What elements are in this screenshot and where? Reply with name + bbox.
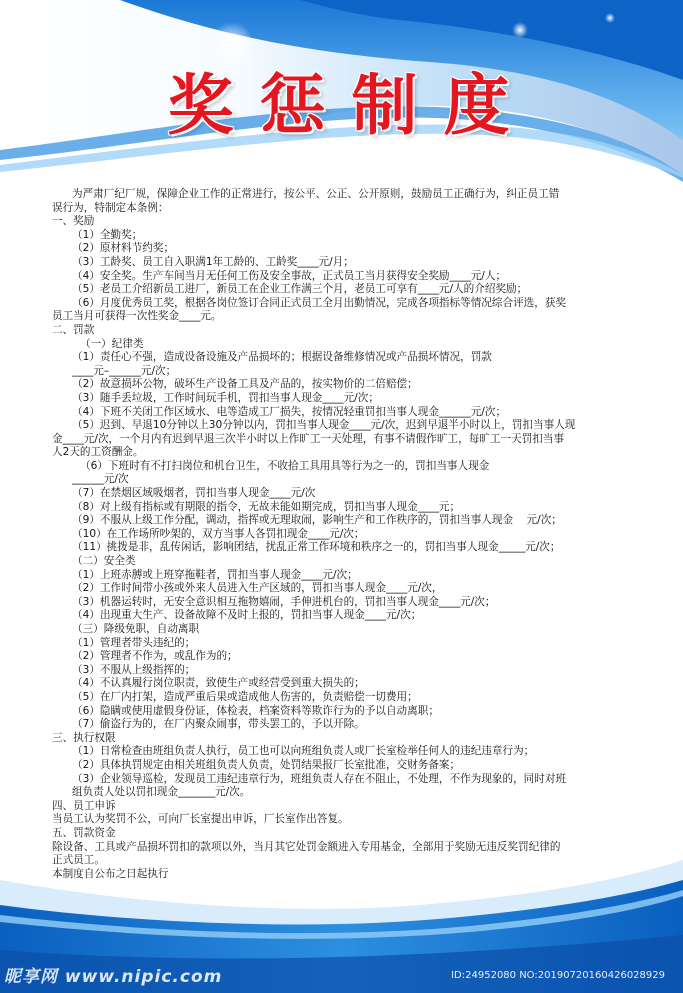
text-line: （1）管理者带头违纪的； — [72, 636, 196, 649]
image-id-label: ID:24952080 NO:20190720160426028929 — [451, 970, 665, 981]
text-line: 当员工认为奖罚不公，可向厂长室提出申诉，厂长室作出答复。 — [52, 813, 349, 826]
text-line: 为严肃厂纪厂规，保障企业工作的正常进行，按公平、公正、公开原则，鼓励员工正确行为，纠正员工错 — [72, 188, 560, 200]
text-line: （3）机器运转时，无安全意识相互拖物嬉闹，手伸进机台的，罚扣当事人现金____元/次； — [72, 595, 496, 608]
text-line: （二）安全类 — [72, 555, 136, 568]
text-line: 误行为，特制定本条例： — [52, 201, 169, 214]
text-line: 二、罚款 — [52, 323, 95, 336]
text-line: （5）老员工介绍新员工进厂，新员工在企业工作满三个月，老员工可享有____元/人的介绍奖励； — [72, 283, 528, 296]
text-line: 员工当月可获得一次性奖金____元。 — [52, 310, 222, 323]
text-line: （5）在厂内打架，造成严重后果或造成他人伤害的，负责赔偿一切费用； — [72, 690, 418, 703]
text-line: ______元/次 — [72, 473, 129, 486]
text-line: （4）出现重大生产、设备故障不及时上报的，罚扣当事人现金____元/次； — [72, 609, 422, 622]
text-line: （8）对上级有指标或有期限的指令，无故未能如期完成，罚扣当事人现金____元； — [72, 500, 461, 513]
text-line: （3）不服从上级指挥的； — [72, 663, 196, 676]
text-line: （6）隐瞒或使用虚假身份证，体检表，档案资料等欺诈行为的予以自动离职； — [72, 704, 439, 717]
text-line: （9）不服从上级工作分配，调动，指挥或无理取闹，影响生产和工作秩序的，罚扣当事人现金 元/次； — [72, 514, 562, 527]
watermark-logo: 昵享网 www.nipic.com — [4, 967, 223, 987]
text-line: 人2天的工资酬金。 — [52, 446, 144, 459]
text-line: （7）偷盗行为的，在厂内聚众闹事，带头罢工的，予以开除。 — [72, 718, 365, 731]
text-line: （6）下班时有不打扫岗位和机台卫生，不收拾工具用具等行为之一的，罚扣当事人现金 — [80, 459, 490, 472]
text-line: （2）原材料节约奖； — [72, 242, 175, 255]
text-line: （1）全勤奖； — [72, 228, 143, 241]
text-line: （三）降级免职，自动离职 — [72, 623, 200, 635]
text-line: （2）故意损坏公物，破坏生产设备工具及产品的，按实物价的二倍赔偿； — [72, 378, 418, 391]
text-line: （3）企业领导巡检，发现员工违纪违章行为，班组负责人存在不阻止，不处理，不作为现象的，同时对班 — [72, 772, 567, 785]
text-line: （11）挑拨是非，乱传闲话，影响团结，扰乱正常工作环境和秩序之一的，罚扣当事人现金_____元/次； — [72, 541, 561, 554]
text-line: （一）纪律类 — [80, 337, 144, 350]
text-line: （2）管理者不作为，或乱作为的； — [72, 650, 238, 663]
text-line: （6）月度优秀员工奖，根据各岗位签订合同正式员工全月出勤情况，完成各项指标等情况综合评选，获奖 — [72, 296, 567, 309]
text-line: 五、罚款资金 — [52, 826, 116, 839]
text-line: 三、执行权限 — [52, 731, 116, 744]
text-line: （10）在工作场所吵架的，双方当事人各罚扣现金____元/次； — [72, 527, 365, 540]
text-line: （3）随手丢垃圾，工作时间玩手机，罚扣当事人现金____元/次； — [72, 391, 379, 404]
text-line: （7）在禁烟区域吸烟者，罚扣当事人现金____元/次 — [72, 487, 316, 500]
text-line: （4）安全奖。生产车间当月无任何工伤及安全事故，正式员工当月获得安全奖励____元/人； — [72, 269, 507, 282]
text-line: 除设备、工具或产品损坏罚扣的款项以外，当月其它处罚金额进入专用基金，全部用于奖励无违反奖罚纪律的 — [52, 840, 561, 853]
text-line: （1）上班赤膊或上班穿拖鞋者，罚扣当事人现金____元/次； — [72, 568, 358, 581]
text-line: 组负责人处以罚扣现金_______元/次。 — [72, 786, 251, 799]
text-line: （2）工作时间带小孩或外来人员进入生产区域的，罚扣当事人现金____元/次， — [72, 582, 443, 595]
text-line: （3）工龄奖、员工自入职满1年工龄的、工龄奖____元/月； — [72, 255, 354, 268]
text-line: （5）迟到、早退10分钟以上30分钟以内，罚扣当事人现金____元/次，迟到早退半小时以上，罚扣当事人现 — [72, 419, 576, 432]
text-line: （1）责任心不强，造成设备设施及产品损坏的；根据设备维修情况或产品损坏情况，罚款 — [72, 351, 492, 364]
text-line: （1）日常检查由班组负责人执行，员工也可以向班组负责人或厂长室检举任何人的违纪违章行为； — [72, 745, 535, 758]
text-line: ____元–______元/次； — [72, 364, 177, 377]
text-line: 四、员工申诉 — [52, 799, 116, 812]
text-line: （4）不认真履行岗位职责，致使生产或经营受到重大损失的； — [72, 677, 365, 690]
page-title: 奖惩制度 — [167, 66, 536, 144]
regulation-body — [52, 188, 638, 881]
text-line: 正式员工。 — [52, 854, 105, 867]
text-line: （4）下班不关闭工作区域水、电等造成工厂损失，按情况轻重罚扣当事人现金______元/次； — [72, 405, 507, 418]
text-line: 金____元/次，一个月内有迟到早退三次半小时以上作旷工一天处理，有事不请假作旷工，每旷工一天罚扣当事 — [52, 432, 565, 445]
text-line: （2）具体执罚规定由相关班组负责人负责，处罚结果报厂长室批准，交财务备案； — [72, 758, 461, 771]
text-line: 本制度自公布之日起执行 — [52, 867, 169, 880]
text-line: 一、奖励 — [52, 215, 95, 228]
